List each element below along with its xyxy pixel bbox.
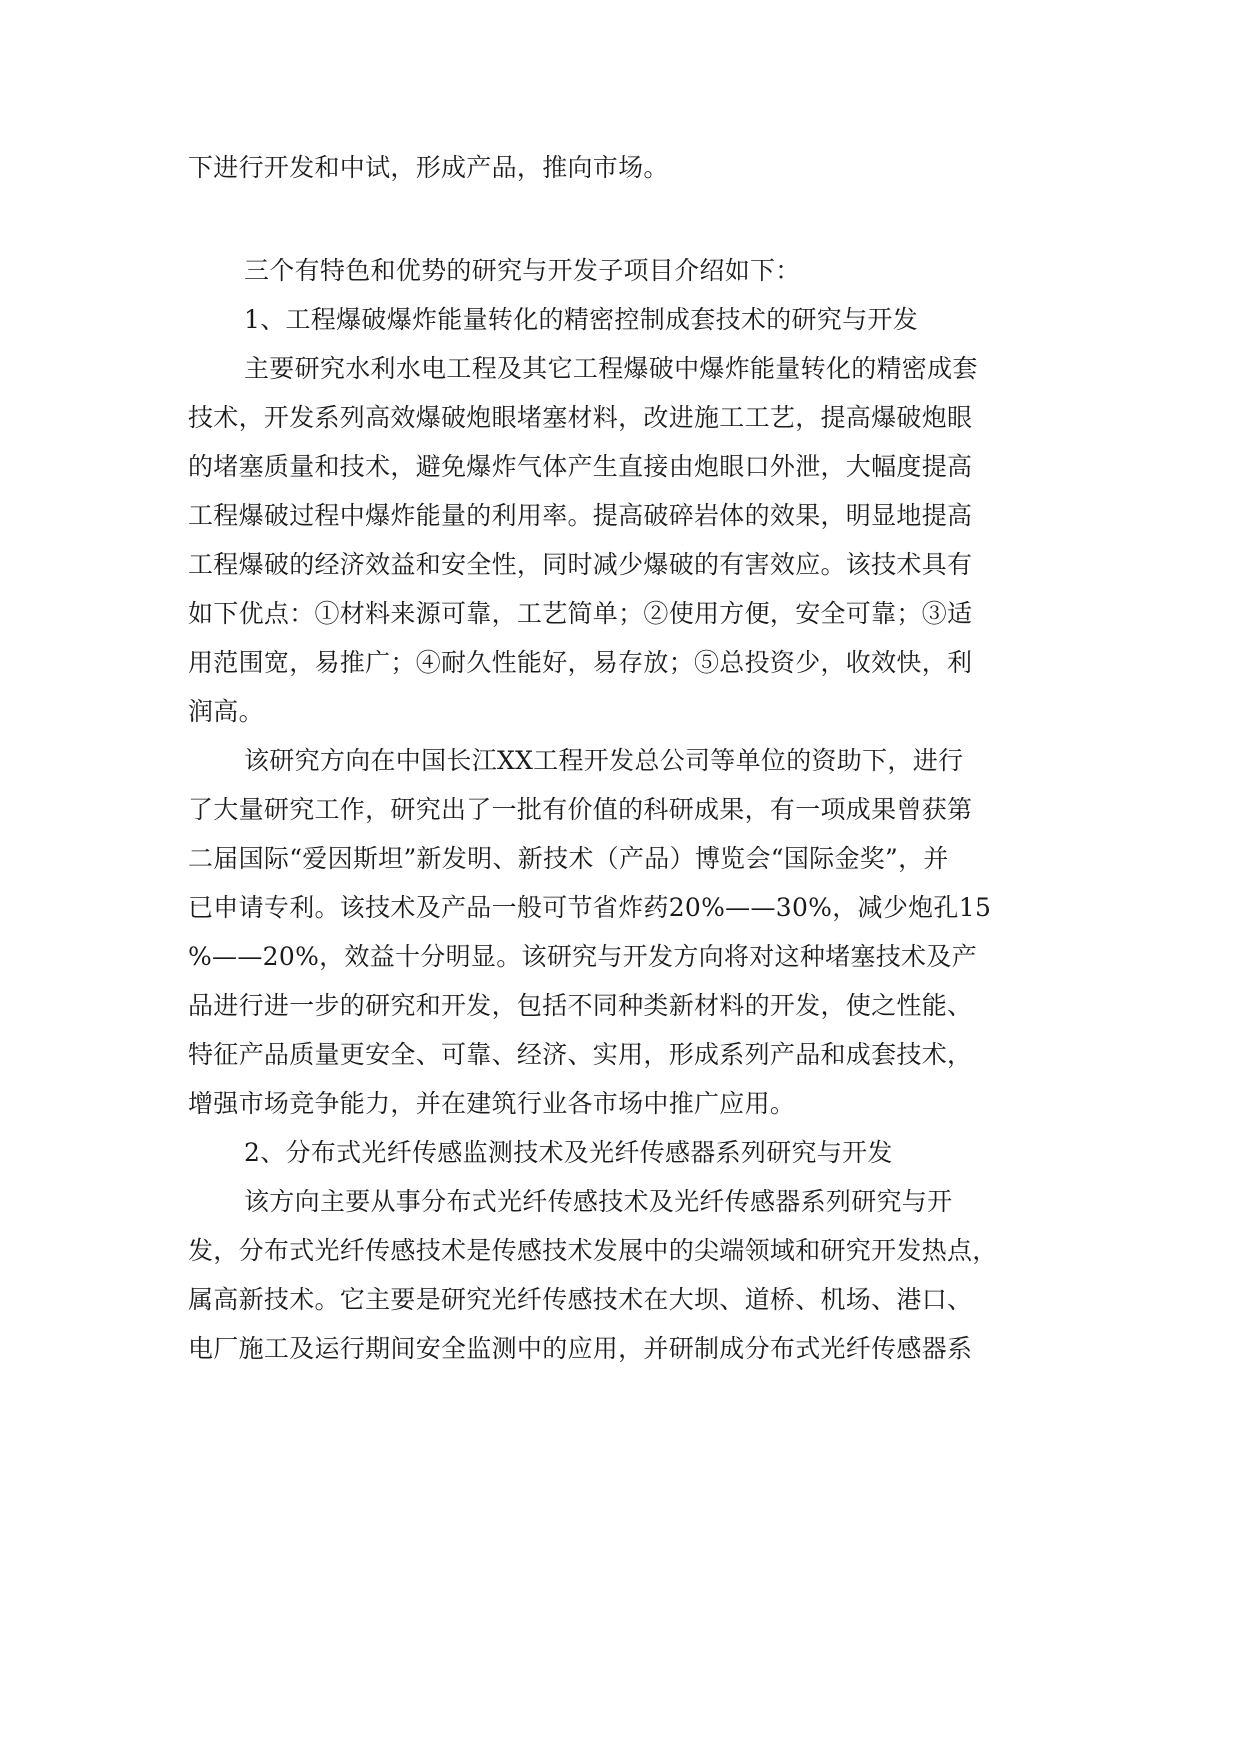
text-line: 二届国际“爱因斯坦”新发明、新技术（产品）博览会“国际金奖”，并	[188, 844, 949, 873]
section-heading-1: 1、工程爆破爆炸能量转化的精密控制成套技术的研究与开发	[244, 305, 919, 334]
text-line: 特征产品质量更安全、可靠、经济、实用，形成系列产品和成套技术，	[188, 1040, 973, 1069]
text-line: 发，分布式光纤传感技术是传感技术发展中的尖端领域和研究开发热点，	[188, 1236, 998, 1265]
text-line: 工程爆破的经济效益和安全性，同时减少爆破的有害效应。该技术具有	[188, 550, 973, 579]
text-line: 润高。	[188, 697, 264, 726]
text-line: 工程爆破过程中爆炸能量的利用率。提高破碎岩体的效果，明显地提高	[188, 501, 973, 530]
section-heading-2: 2、分布式光纤传感监测技术及光纤传感器系列研究与开发	[244, 1138, 893, 1167]
text-line: 的堵塞质量和技术，避免爆炸气体产生直接由炮眼口外泄，大幅度提高	[188, 452, 973, 481]
text-line: 用范围宽，易推广；④耐久性能好，易存放；⑤总投资少，收效快，利	[188, 648, 973, 677]
text-line: 品进行进一步的研究和开发，包括不同种类新材料的开发，使之性能、	[188, 991, 973, 1020]
text-line: 属高新技术。它主要是研究光纤传感技术在大坝、道桥、机场、港口、	[188, 1285, 973, 1314]
text-line: 该研究方向在中国长江XX工程开发总公司等单位的资助下，进行	[244, 746, 964, 775]
text-line: 技术，开发系列高效爆破炮眼堵塞材料，改进施工工艺，提高爆破炮眼	[188, 403, 973, 432]
text-line: 主要研究水利水电工程及其它工程爆破中爆炸能量转化的精密成套	[244, 354, 978, 383]
text-line: 增强市场竞争能力，并在建筑行业各市场中推广应用。	[188, 1089, 796, 1118]
text-line: 了大量研究工作，研究出了一批有价值的科研成果，有一项成果曾获第	[188, 795, 973, 824]
text-line: 已申请专利。该技术及产品一般可节省炸药20%——30%，减少炮孔15	[188, 893, 992, 922]
section-intro: 三个有特色和优势的研究与开发子项目介绍如下：	[244, 256, 801, 285]
text-line: 该方向主要从事分布式光纤传感技术及光纤传感器系列研究与开	[244, 1187, 953, 1216]
text-line: 如下优点：①材料来源可靠，工艺简单；②使用方便，安全可靠；③适	[188, 599, 973, 628]
text-line: 下进行开发和中试，形成产品，推向市场。	[188, 153, 669, 182]
text-line: %——20%，效益十分明显。该研究与开发方向将对这种堵塞技术及产	[188, 942, 977, 971]
text-line: 电厂施工及运行期间安全监测中的应用，并研制成分布式光纤传感器系	[188, 1334, 973, 1363]
